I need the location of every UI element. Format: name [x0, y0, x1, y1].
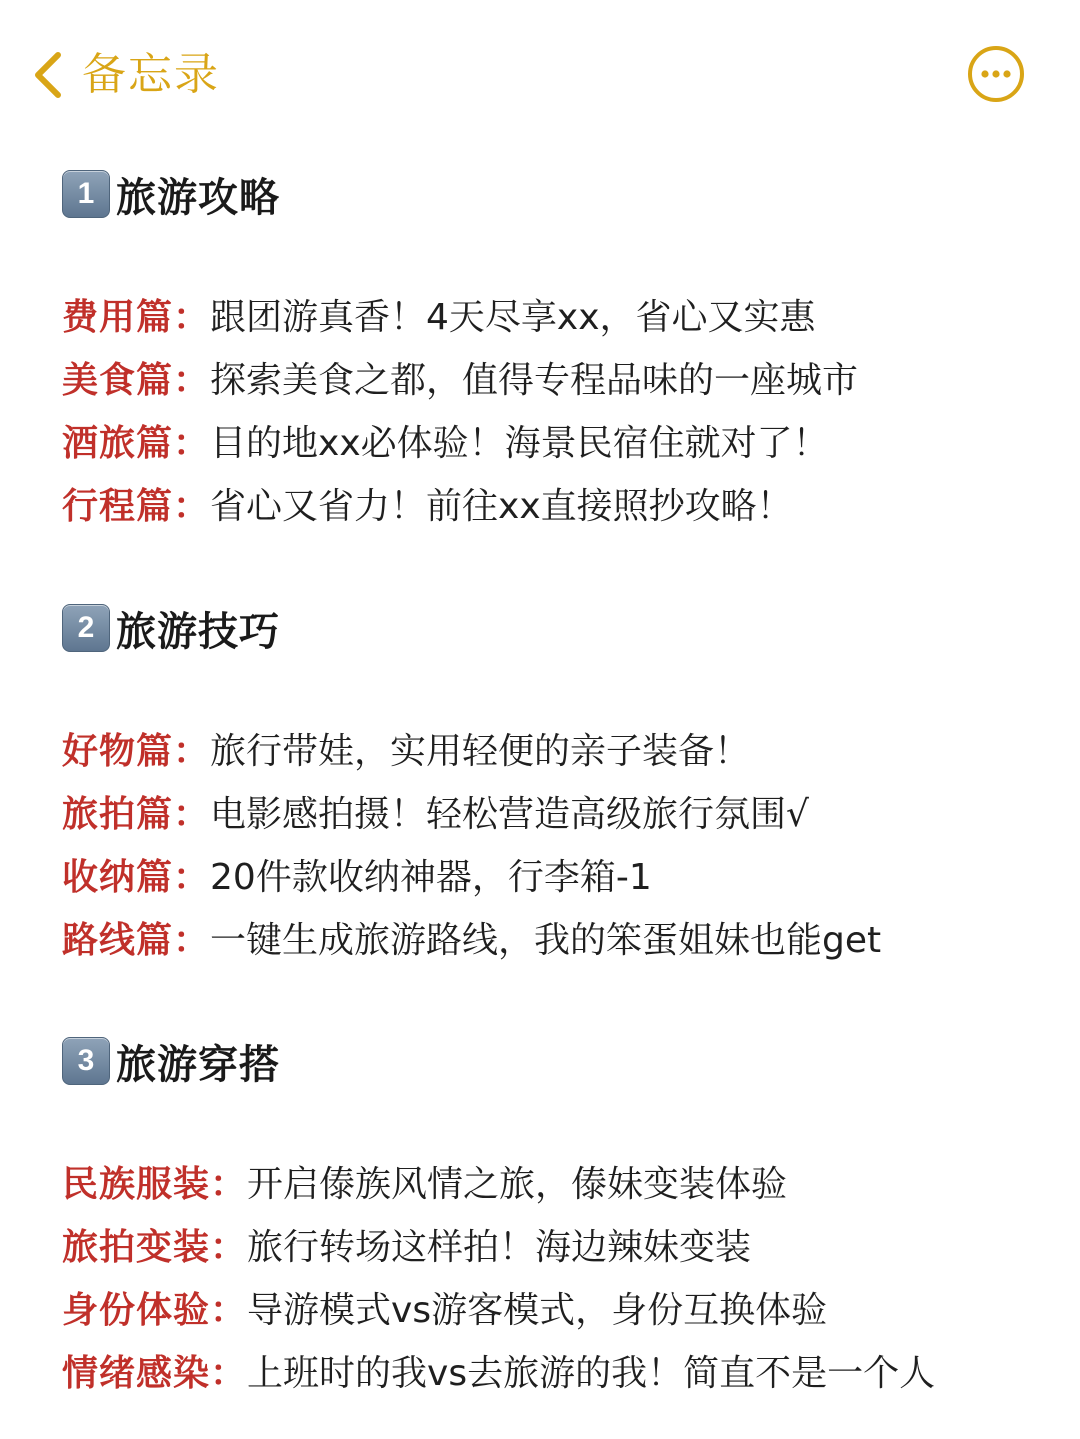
section-heading — [62, 598, 1062, 658]
item-label: 旅拍篇： — [62, 794, 211, 835]
number-badge: 3 — [62, 1037, 110, 1085]
item-text: 跟团游真香！4天尽享xx，省心又实惠 — [210, 297, 816, 338]
chevron-left-icon — [30, 49, 66, 101]
item-label: 旅拍变装： — [62, 1227, 248, 1268]
item-text: 旅行转场这样拍！海边辣妹变装 — [247, 1227, 752, 1268]
item-label: 路线篇： — [62, 920, 211, 961]
list-item — [62, 412, 1062, 475]
number-badge: 1 — [62, 170, 110, 218]
item-label: 行程篇： — [62, 486, 211, 527]
list-item — [62, 349, 1062, 412]
item-text: 旅行带娃，实用轻便的亲子装备！ — [210, 731, 751, 772]
item-label: 收纳篇： — [62, 857, 211, 898]
item-text: 开启傣族风情之旅，傣妹变装体验 — [247, 1164, 788, 1205]
list-item — [62, 909, 1062, 972]
list-item — [62, 783, 1062, 846]
more-icon — [966, 44, 1026, 104]
section-title: 旅游穿搭 — [116, 1041, 280, 1088]
section-travel-outfits — [62, 1031, 1062, 1405]
section-travel-guide — [62, 164, 1062, 538]
list-item — [62, 720, 1062, 783]
item-text: 上班时的我vs去旅游的我！简直不是一个人 — [247, 1353, 936, 1394]
list-item — [62, 1279, 1062, 1342]
back-button[interactable] — [30, 40, 220, 110]
item-label: 身份体验： — [62, 1290, 248, 1331]
section-heading — [62, 164, 1062, 224]
section-heading — [62, 1031, 1062, 1091]
item-list — [62, 286, 1062, 538]
number-badge: 2 — [62, 604, 110, 652]
section-title: 旅游攻略 — [116, 174, 280, 221]
item-label: 酒旅篇： — [62, 423, 211, 464]
item-text: 电影感拍摄！轻松营造高级旅行氛围√ — [210, 794, 809, 835]
item-text: 20件款收纳神器，行李箱-1 — [210, 857, 652, 898]
item-list — [62, 1153, 1062, 1405]
item-text: 导游模式vs游客模式，身份互换体验 — [247, 1290, 828, 1331]
item-text: 探索美食之都，值得专程品味的一座城市 — [210, 360, 859, 401]
item-list — [62, 720, 1062, 972]
item-label: 情绪感染： — [62, 1353, 248, 1394]
list-item — [62, 1342, 1062, 1405]
item-label: 费用篇： — [62, 297, 211, 338]
list-item — [62, 846, 1062, 909]
item-label: 美食篇： — [62, 360, 211, 401]
item-text: 省心又省力！前往xx直接照抄攻略！ — [210, 486, 793, 527]
section-travel-tips — [62, 598, 1062, 972]
item-text: 目的地xx必体验！海景民宿住就对了！ — [210, 423, 829, 464]
item-label: 民族服装： — [62, 1164, 248, 1205]
list-item — [62, 286, 1062, 349]
more-options-button[interactable] — [966, 44, 1026, 104]
list-item — [62, 1216, 1062, 1279]
item-label: 好物篇： — [62, 731, 211, 772]
navigation-bar — [0, 0, 1080, 150]
list-item — [62, 1153, 1062, 1216]
section-title: 旅游技巧 — [116, 608, 280, 655]
list-item — [62, 475, 1062, 538]
back-label: 备忘录 — [82, 49, 220, 100]
item-text: 一键生成旅游路线，我的笨蛋姐妹也能get — [210, 920, 882, 961]
